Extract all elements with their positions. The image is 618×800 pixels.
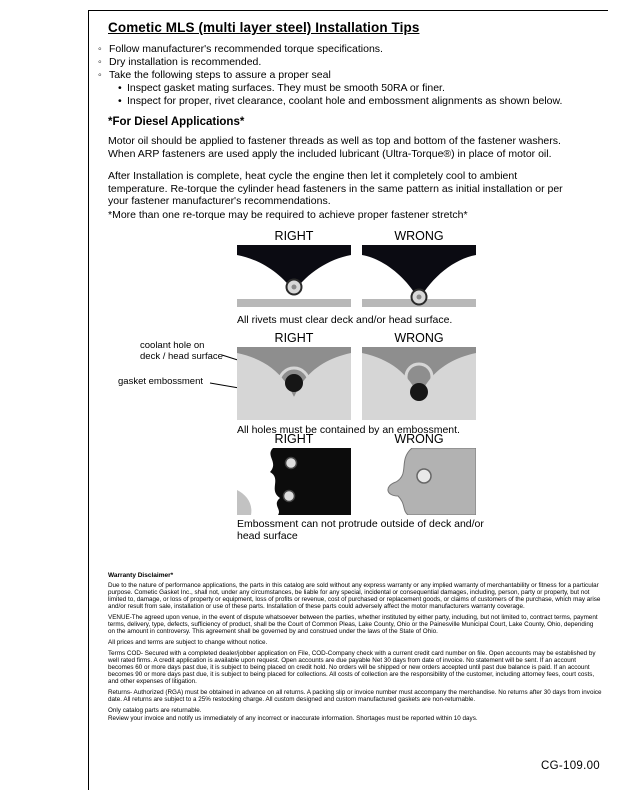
wrong-label: WRONG <box>394 331 444 345</box>
coolant-hole <box>410 383 428 401</box>
bullet-text: Inspect gasket mating surfaces. They must be smooth 50RA or finer. <box>127 82 445 94</box>
row3-caption: Embossment can not protrude outside of deck and/or head surface <box>237 518 484 542</box>
right-label: RIGHT <box>274 229 314 243</box>
rivet-icon <box>417 469 431 483</box>
bullet-icon: ◦ <box>98 69 102 81</box>
legal-section <box>108 572 602 726</box>
gasket-area <box>270 448 351 515</box>
diesel-heading: *For Diesel Applications* <box>108 116 245 128</box>
list-sub-item <box>98 95 598 108</box>
page-title: Cometic MLS (multi layer steel) Installation Tips <box>108 20 420 35</box>
rivet-icon <box>286 458 297 469</box>
page-code: CG-109.00 <box>541 760 600 772</box>
deck-edge <box>237 490 251 515</box>
diagram-protrusion-wrong <box>362 448 476 515</box>
list-item <box>98 56 598 69</box>
bullet-icon: ◦ <box>98 43 102 55</box>
legal-paragraph: Only catalog parts are returnable. <box>108 707 202 714</box>
legal-paragraph: Returns- Authorized (RGA) must be obtained in advance on all returns. A packing slip or invoice number must accompany the merchandise. No returns after 30 days from invoice date. All returns are subject to a 25% restocking charge. All custom designed and custom manufactured gaskets are non-returnable. <box>108 689 602 703</box>
top-rule <box>88 10 608 11</box>
legal-paragraph: All prices and terms are subject to change without notice. <box>108 639 268 646</box>
diagram-rivet-wrong <box>362 245 476 311</box>
left-rule <box>88 10 89 790</box>
rivet-icon <box>284 491 295 502</box>
legal-paragraph: VENUE-The agreed upon venue, in the event of dispute whatsoever between the parties, whether instituted by either party, including, but not limited to, contract terms, payment terms, delivery, type, defects, sufficiency of product, shall be the Court of Common Pleas, Lake County, Ohio or the Painesville Municipal Court, Lake County, Ohio, depending on the amount in controversy. This agreement shall be governed by and construed under the laws of the State of Ohio. <box>108 614 598 635</box>
gasket-embossment-label: gasket embossment <box>118 376 204 387</box>
coolant-hole <box>285 374 303 392</box>
bullet-text: Follow manufacturer's recommended torque specifications. <box>109 43 383 55</box>
row1-caption: All rivets must clear deck and/or head surface. <box>237 314 453 326</box>
warranty-heading: Warranty Disclaimer* <box>108 572 174 579</box>
legal-paragraph: Due to the nature of performance applications, the parts in this catalog are sold without any express warranty or any implied warranty of merchantability or fitness for a particular purpose. Cometic Gasket Inc., shall not, under any circumstances, be liable for any special, incidental or consequential damages, including, person, party or property, but not limited to, damage, or loss of property or equipment, loss of profits or revenue, cost of purchased or replacement goods, or claims of customers of the purchase, which may arise and/or result from sale, installation or use of these parts. Installation of these parts could adversely affect the motor manufacturers warranty coverage. <box>108 582 601 610</box>
bullet-text: Take the following steps to assure a proper seal <box>109 69 331 81</box>
row2-caption: All holes must be contained by an embossment. <box>237 424 460 436</box>
diagram-embossment-wrong <box>362 347 476 420</box>
diesel-paragraph-1: Motor oil should be applied to fastener threads as well as top and bottom of the fastener washers. When ARP fasteners are used apply the included lubricant (Ultra-Torque®) in place of motor oil. <box>108 135 561 160</box>
bullet-icon: ◦ <box>98 56 102 68</box>
bullet-icon: • <box>118 95 122 107</box>
diagram-rivet-right <box>237 245 351 311</box>
bullet-icon: • <box>118 82 122 94</box>
wrong-label: WRONG <box>394 432 444 446</box>
legal-paragraph: Terms COD- Secured with a completed dealer/jobber application on File, COD-Company check with a current credit card number on file. Open accounts may be established by well rated firms. A credit application is available upon request. Open accounts are due payable Net 30 days from date of invoice. No statement will be sent. If an account becomes 60 or more days past due, it is subject to being placed on credit hold. No orders will be shipped or new orders accepted until past due balance is paid. If an account becomes 90 or more days past due, it is subject to being placed for collections. All costs of collection are the responsibility of the customer, including attorney fees, court costs, and other expenses of litigation. <box>108 650 596 685</box>
right-label: RIGHT <box>274 432 314 446</box>
rivet-center <box>292 285 297 290</box>
list-sub-item <box>98 82 598 95</box>
right-label: RIGHT <box>274 331 314 345</box>
list-item <box>98 69 598 82</box>
retorque-note: *More than one re-torque may be required to achieve proper fastener stretch* <box>108 209 468 221</box>
wrong-label: WRONG <box>394 229 444 243</box>
bullet-text: Dry installation is recommended. <box>109 56 262 68</box>
tips-list <box>98 43 598 108</box>
coolant-hole-label: coolant hole on deck / head surface <box>140 340 223 362</box>
diagram-embossment-right <box>237 347 351 420</box>
list-item <box>98 43 598 56</box>
rivet-center <box>417 295 422 300</box>
diagram-protrusion-right <box>237 448 351 515</box>
legal-paragraph: Review your invoice and notify us immediately of any incorrect or inaccurate information. Shortages must be reported within 10 days. <box>108 715 478 722</box>
bullet-text: Inspect for proper, rivet clearance, coolant hole and embossment alignments as shown below. <box>127 95 563 107</box>
gasket-area-protruding <box>388 448 476 515</box>
deck-surface <box>237 299 351 307</box>
diesel-paragraph-2: After Installation is complete, heat cycle the engine then let it completely cool to ambient temperature. Re-torque the cylinder head fasteners in the same pattern as initial installation or per your fastener manufacturer's recommendations. <box>108 170 563 207</box>
